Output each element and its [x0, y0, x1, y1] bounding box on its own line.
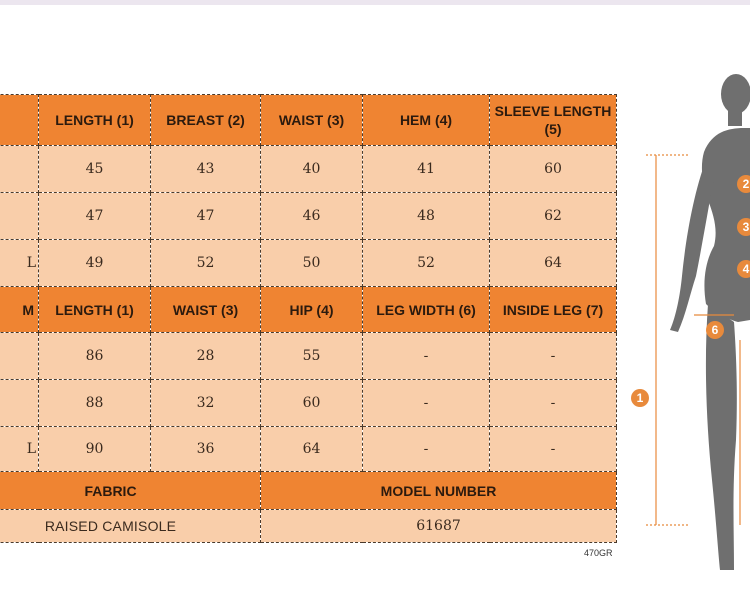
table-cell: 49: [39, 240, 151, 287]
top-header-waist: WAIST (3): [261, 95, 363, 146]
table-cell: 48: [363, 193, 490, 240]
bottom-header-waist: WAIST (3): [151, 287, 261, 333]
table-cell: 55: [261, 333, 363, 380]
table-cell: -: [490, 333, 617, 380]
table-cell: -: [490, 380, 617, 427]
svg-text:4: 4: [742, 262, 750, 276]
fabric-label: FABRIC: [0, 472, 261, 510]
table-cell: 46: [261, 193, 363, 240]
top-border: [0, 0, 750, 5]
table-cell: [0, 193, 39, 240]
svg-text:6: 6: [711, 323, 719, 337]
table-cell: 28: [151, 333, 261, 380]
table-cell: 60: [261, 380, 363, 427]
table-cell: -: [363, 333, 490, 380]
table-cell: 41: [363, 146, 490, 193]
table-cell: 47: [39, 193, 151, 240]
table-cell: L: [0, 427, 39, 472]
body-measurement-figure: [620, 60, 750, 580]
table-cell: 43: [151, 146, 261, 193]
table-row: [0, 240, 617, 287]
table-cell: [0, 146, 39, 193]
bottom-header-length: LENGTH (1): [39, 287, 151, 333]
marker-1-icon: [631, 389, 649, 407]
table-cell: 64: [490, 240, 617, 287]
table-cell: 32: [151, 380, 261, 427]
table-cell: 36: [151, 427, 261, 472]
info-header-row: [0, 472, 617, 510]
top-header-row: [0, 95, 617, 146]
product-code: 470GR: [584, 548, 613, 558]
top-header-breast: BREAST (2): [151, 95, 261, 146]
table-cell: 64: [261, 427, 363, 472]
info-value-row: [0, 510, 617, 543]
table-cell: -: [490, 427, 617, 472]
bottom-header-row: [0, 287, 617, 333]
model-number-label: MODEL NUMBER: [261, 472, 617, 510]
table-cell: 60: [490, 146, 617, 193]
svg-text:2: 2: [742, 177, 750, 191]
table-row: [0, 146, 617, 193]
body-silhouette: [670, 74, 750, 570]
svg-text:1: 1: [636, 391, 644, 405]
table-cell: 40: [261, 146, 363, 193]
table-cell: 90: [39, 427, 151, 472]
bottom-header-hip: HIP (4): [261, 287, 363, 333]
table-cell: -: [363, 380, 490, 427]
table-row: [0, 380, 617, 427]
model-number-value: 61687: [261, 510, 617, 543]
bottom-header-size: M: [0, 287, 39, 333]
marker-6-icon: [706, 321, 724, 339]
table-cell: 50: [261, 240, 363, 287]
table-cell: 86: [39, 333, 151, 380]
table-row: [0, 193, 617, 240]
table-cell: [0, 333, 39, 380]
table-cell: 45: [39, 146, 151, 193]
table-cell: 88: [39, 380, 151, 427]
svg-text:3: 3: [742, 220, 750, 234]
bottom-header-leg-width: LEG WIDTH (6): [363, 287, 490, 333]
table-row: [0, 333, 617, 380]
fabric-value: RAISED CAMISOLE: [0, 510, 261, 543]
table-cell: [0, 380, 39, 427]
top-header-sleeve: SLEEVE LENGTH (5): [490, 95, 617, 146]
table-row: [0, 427, 617, 472]
table-cell: 52: [363, 240, 490, 287]
table-cell: 47: [151, 193, 261, 240]
table-cell: -: [363, 427, 490, 472]
size-chart-table: [0, 94, 617, 543]
top-header-hem: HEM (4): [363, 95, 490, 146]
table-cell: 62: [490, 193, 617, 240]
bottom-header-inside-leg: INSIDE LEG (7): [490, 287, 617, 333]
table-cell: L: [0, 240, 39, 287]
top-header-length: LENGTH (1): [39, 95, 151, 146]
table-cell: 52: [151, 240, 261, 287]
top-header-size: [0, 95, 39, 146]
